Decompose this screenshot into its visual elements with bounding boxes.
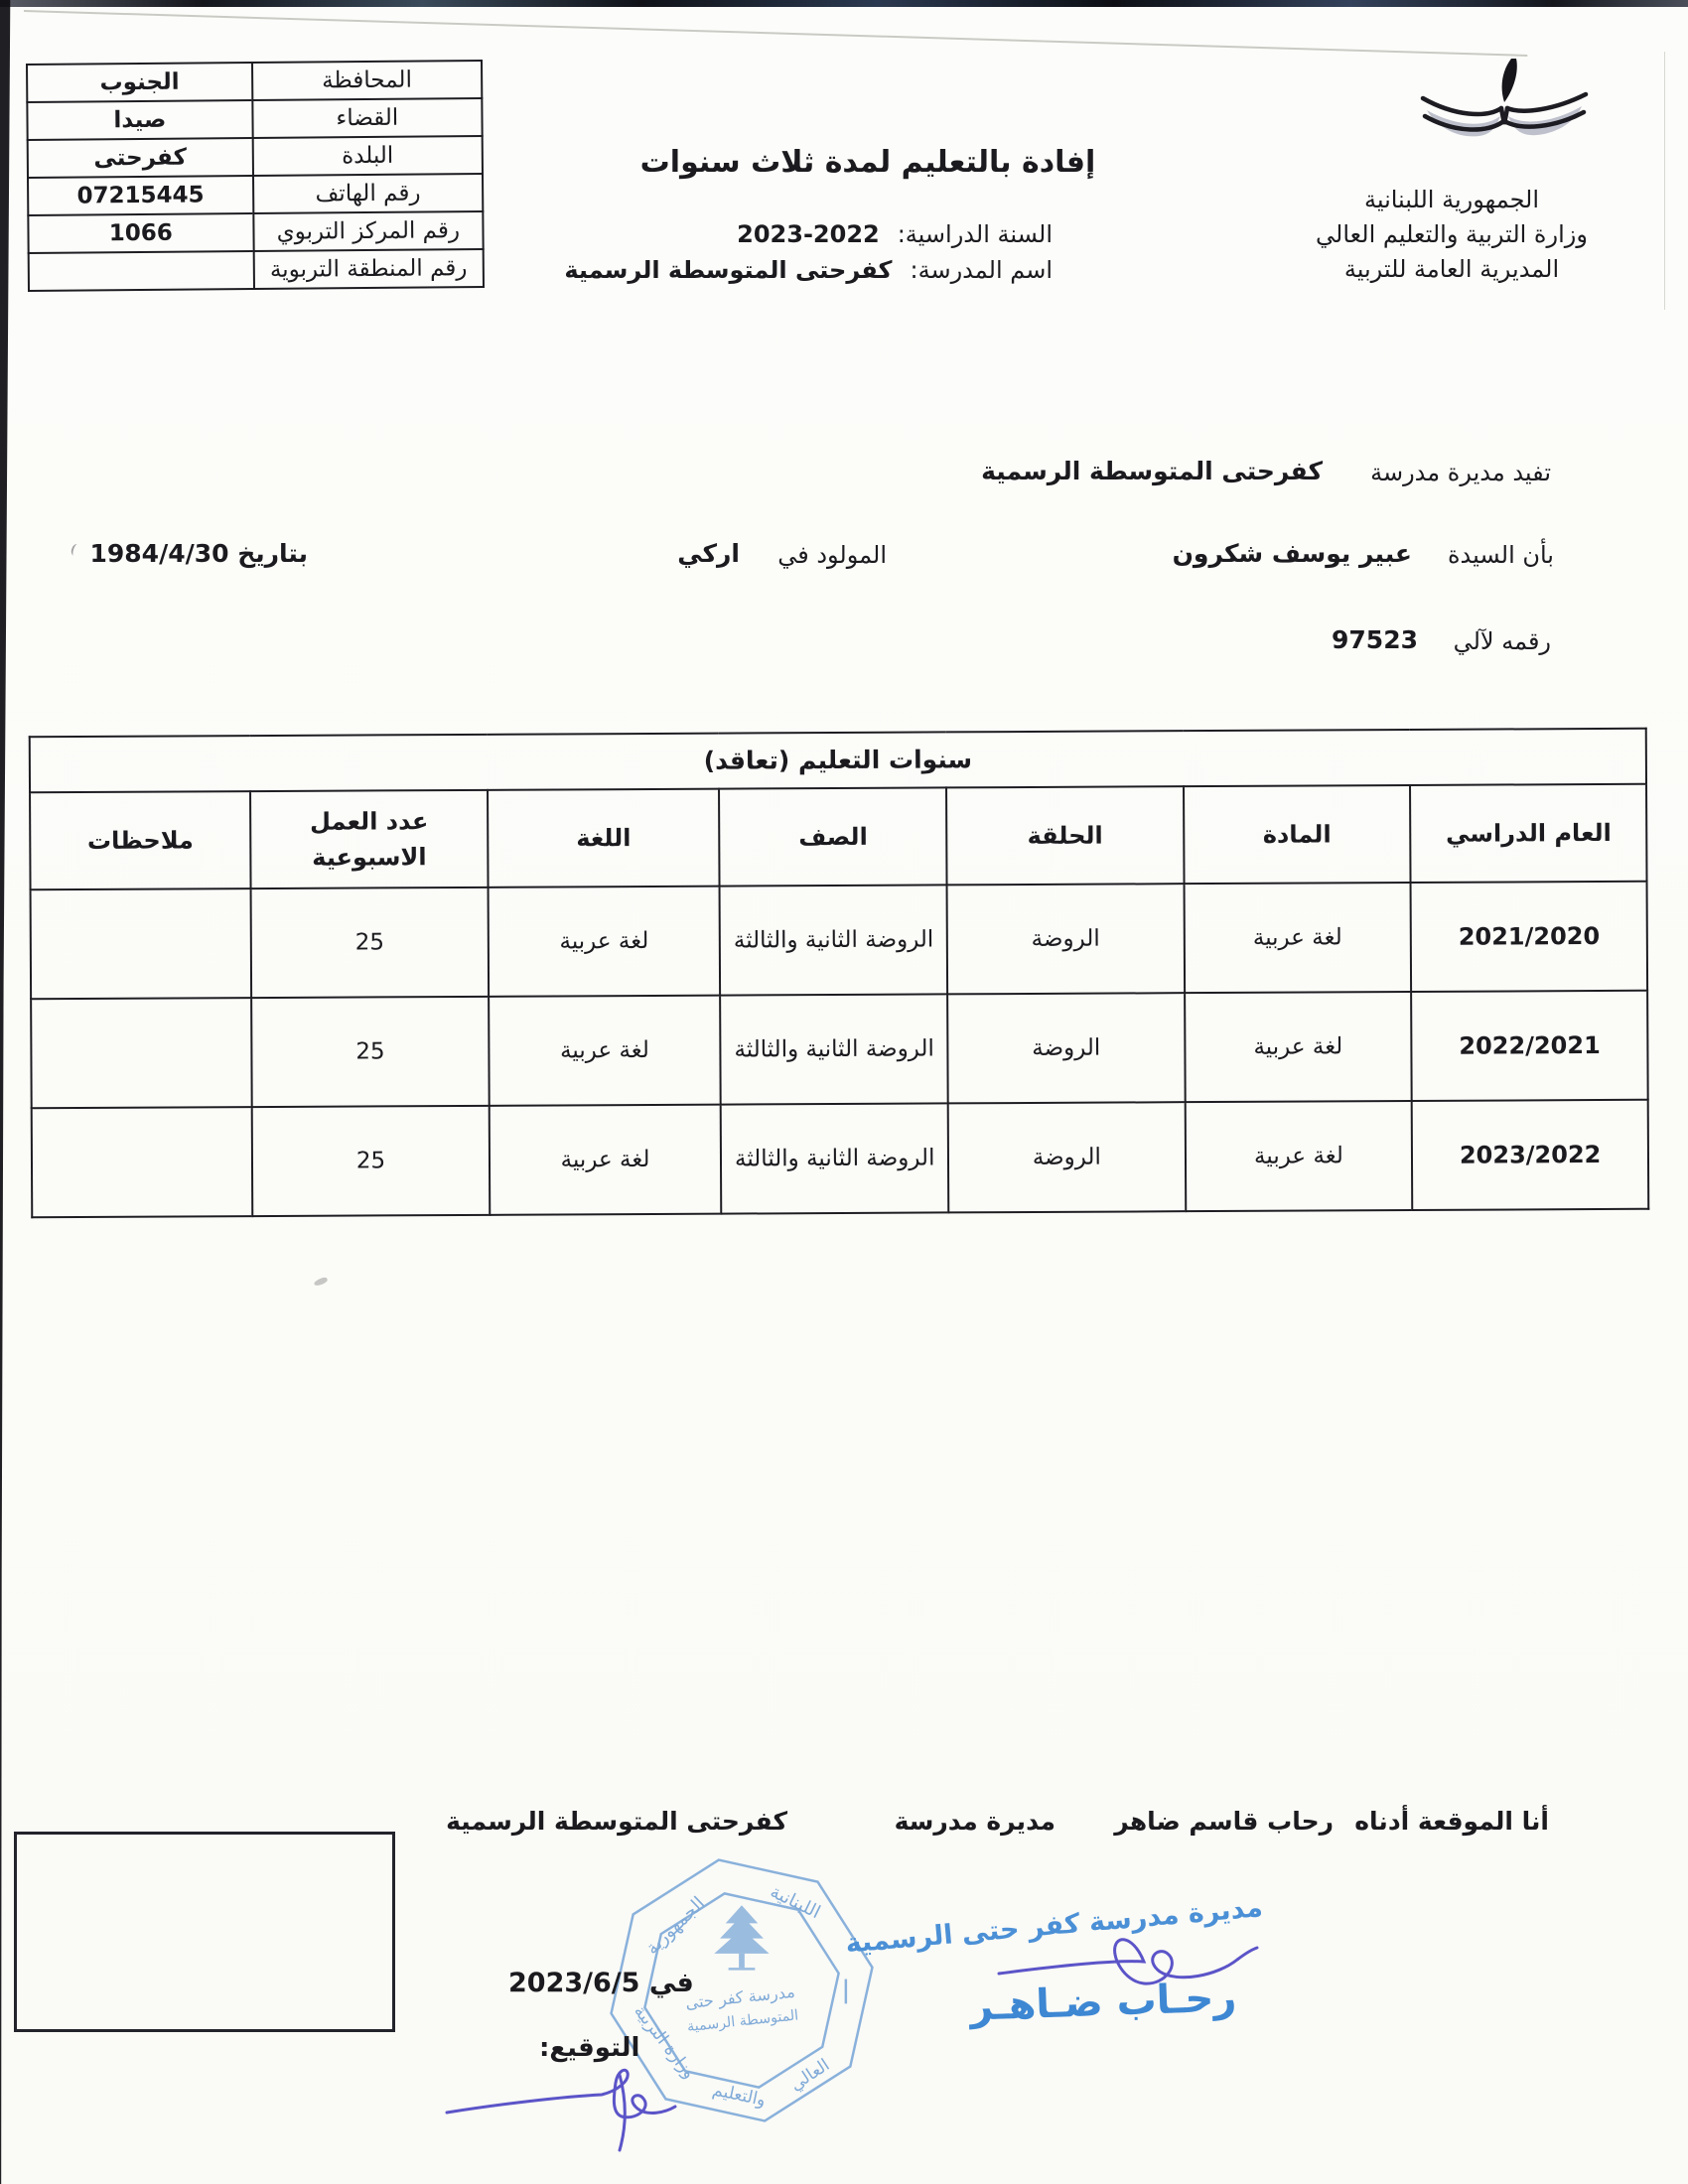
scan-smudge (70, 543, 80, 557)
born-in-label: المولود في (777, 541, 887, 569)
phone-label: رقم الهاتف (253, 174, 484, 213)
handwritten-director-name: رحـاب ضـاهـر (968, 1975, 1237, 2030)
stamp-center-line2: المتوسطة الرسمية (686, 2007, 799, 2036)
center-number-label: رقم المركز التربوي (253, 211, 484, 251)
year-cell: 2021/2020 (1411, 882, 1647, 992)
year-cell: 2023/2022 (1412, 1100, 1648, 1210)
subject-cell: لغة عربية (1185, 1101, 1412, 1211)
birth-place: اركي (677, 539, 740, 568)
table-row (28, 174, 483, 215)
empty-annotation-box (14, 1832, 395, 2032)
grade-cell: الروضة الثانية والثالثة (721, 1103, 948, 1213)
table-header-row (30, 784, 1646, 890)
issue-date-line: في 2023/6/5 (508, 1968, 694, 1998)
subject-cell: لغة عربية (1184, 883, 1411, 993)
school-name-row (564, 256, 1053, 284)
republic-line: الجمهورية اللبنانية (1363, 186, 1540, 213)
certify-prefix: تفيد مديرة مدرسة (1370, 459, 1551, 486)
stamp-ring-bottom-word-1: وزارة التربية (630, 2001, 699, 2083)
governorate-value: الجنوب (27, 63, 252, 102)
weekly-hours-cell: 25 (251, 887, 489, 998)
table-row (28, 211, 483, 253)
handwritten-director-title: مديرة مدرسة كفر حتى الرسمية (844, 1892, 1265, 1960)
col-header-weekly-hours: عدد العمل الاسبوعية (250, 790, 488, 888)
cycle-cell: الروضة (947, 993, 1185, 1103)
certify-school-name: كفرحتى المتوسطة الرسمية (981, 457, 1323, 485)
stamp-center-line1: مدرسة كفر حتى (684, 1981, 796, 2013)
notes-cell (32, 1107, 253, 1217)
region-number-value (29, 251, 254, 291)
col-header-grade: الصف (719, 787, 946, 886)
language-cell: لغة عربية (489, 1105, 721, 1215)
declarant-label: أنا الموقعة أدناه (1354, 1807, 1549, 1836)
school-year-value: 2023-2022 (737, 220, 880, 248)
cycle-cell: الروضة (948, 1102, 1186, 1212)
notes-cell (31, 998, 252, 1108)
center-number-value: 1066 (28, 213, 253, 253)
computer-id-label: رقمه لآلي (1453, 627, 1551, 655)
region-number-label: رقم المنطقة التربوية (253, 249, 484, 289)
cedar-tree-emblem (714, 1905, 769, 1970)
table-caption: سنوات التعليم (تعاقد) (30, 729, 1646, 793)
district-label: القضاء (252, 98, 483, 138)
teacher-name: عبير يوسف شكرون (1172, 539, 1412, 568)
stamp-ring-bottom-word-3: العالي (786, 2055, 834, 2096)
document-title: إفادة بالتعليم لمدة ثلاث سنوات (639, 145, 1096, 180)
table-row (31, 882, 1648, 1000)
table-row (32, 1100, 1649, 1218)
stamp-ring-top-word-2: اللبنانية (767, 1881, 824, 1924)
declarant-role: مديرة مدرسة (894, 1807, 1055, 1836)
language-cell: لغة عربية (488, 887, 720, 997)
language-cell: لغة عربية (489, 996, 721, 1106)
weekly-hours-cell: 25 (251, 997, 489, 1107)
table-caption-row (30, 729, 1646, 793)
town-value: كفرحتى (28, 138, 253, 178)
subject-cell: لغة عربية (1185, 992, 1412, 1102)
table-row (31, 991, 1648, 1109)
teaching-years-table (29, 728, 1650, 1219)
stamp-ring-top-word-1: الجمهورية (641, 1892, 710, 1960)
scan-edge-right (1664, 52, 1665, 310)
stamp-ring-bottom-word-2: والتعليم (710, 2080, 768, 2112)
computer-id-value: 97523 (1332, 625, 1418, 654)
col-header-year: العام الدراسي (1410, 784, 1646, 883)
madam-label: بأن السيدة (1447, 541, 1554, 569)
school-name-label: اسم المدرسة: (910, 256, 1053, 284)
grade-cell: الروضة الثانية والثالثة (720, 885, 947, 995)
table-row (28, 136, 483, 178)
town-label: البلدة (252, 136, 483, 176)
declarant-name: رحاب قاسم ضاهر (1114, 1807, 1334, 1836)
ministry-line: وزارة التربية والتعليم العالي (1316, 220, 1588, 248)
scan-smudge (313, 1277, 328, 1287)
declarant-school: كفرحتى المتوسطة الرسمية (446, 1807, 787, 1836)
school-name-value: كفرحتى المتوسطة الرسمية (564, 256, 893, 284)
governorate-label: المحافظة (252, 61, 483, 100)
year-cell: 2022/2021 (1411, 991, 1647, 1101)
scan-edge-top (0, 0, 1688, 7)
table-row (27, 61, 482, 102)
col-header-language: اللغة (488, 789, 720, 887)
notes-cell (31, 888, 252, 999)
col-header-cycle: الحلقة (946, 786, 1184, 885)
directorate-line: المديرية العامة للتربية (1343, 255, 1560, 283)
birth-date-line: بتاريخ 1984/4/30 (89, 539, 308, 568)
table-row (29, 249, 484, 291)
col-header-notes: ملاحظات (30, 791, 251, 889)
school-year-row (737, 220, 1053, 248)
grade-cell: الروضة الثانية والثالثة (720, 994, 947, 1104)
school-info-table (26, 60, 485, 292)
col-header-subject: المادة (1184, 785, 1411, 884)
weekly-hours-cell: 25 (252, 1106, 490, 1216)
cycle-cell: الروضة (947, 884, 1185, 994)
table-row (27, 98, 482, 140)
ministry-open-book-logo (1415, 52, 1594, 173)
scan-paper-edge-line (24, 10, 1527, 57)
signature-label: التوقيع: (539, 2033, 640, 2063)
district-value: صيدا (27, 100, 252, 140)
phone-value: 07215445 (28, 176, 253, 215)
school-year-label: السنة الدراسية: (897, 220, 1053, 248)
signature-scribble-bottom (443, 2061, 693, 2156)
scan-edge-left (0, 0, 12, 2184)
ministry-header-block (1293, 183, 1611, 287)
